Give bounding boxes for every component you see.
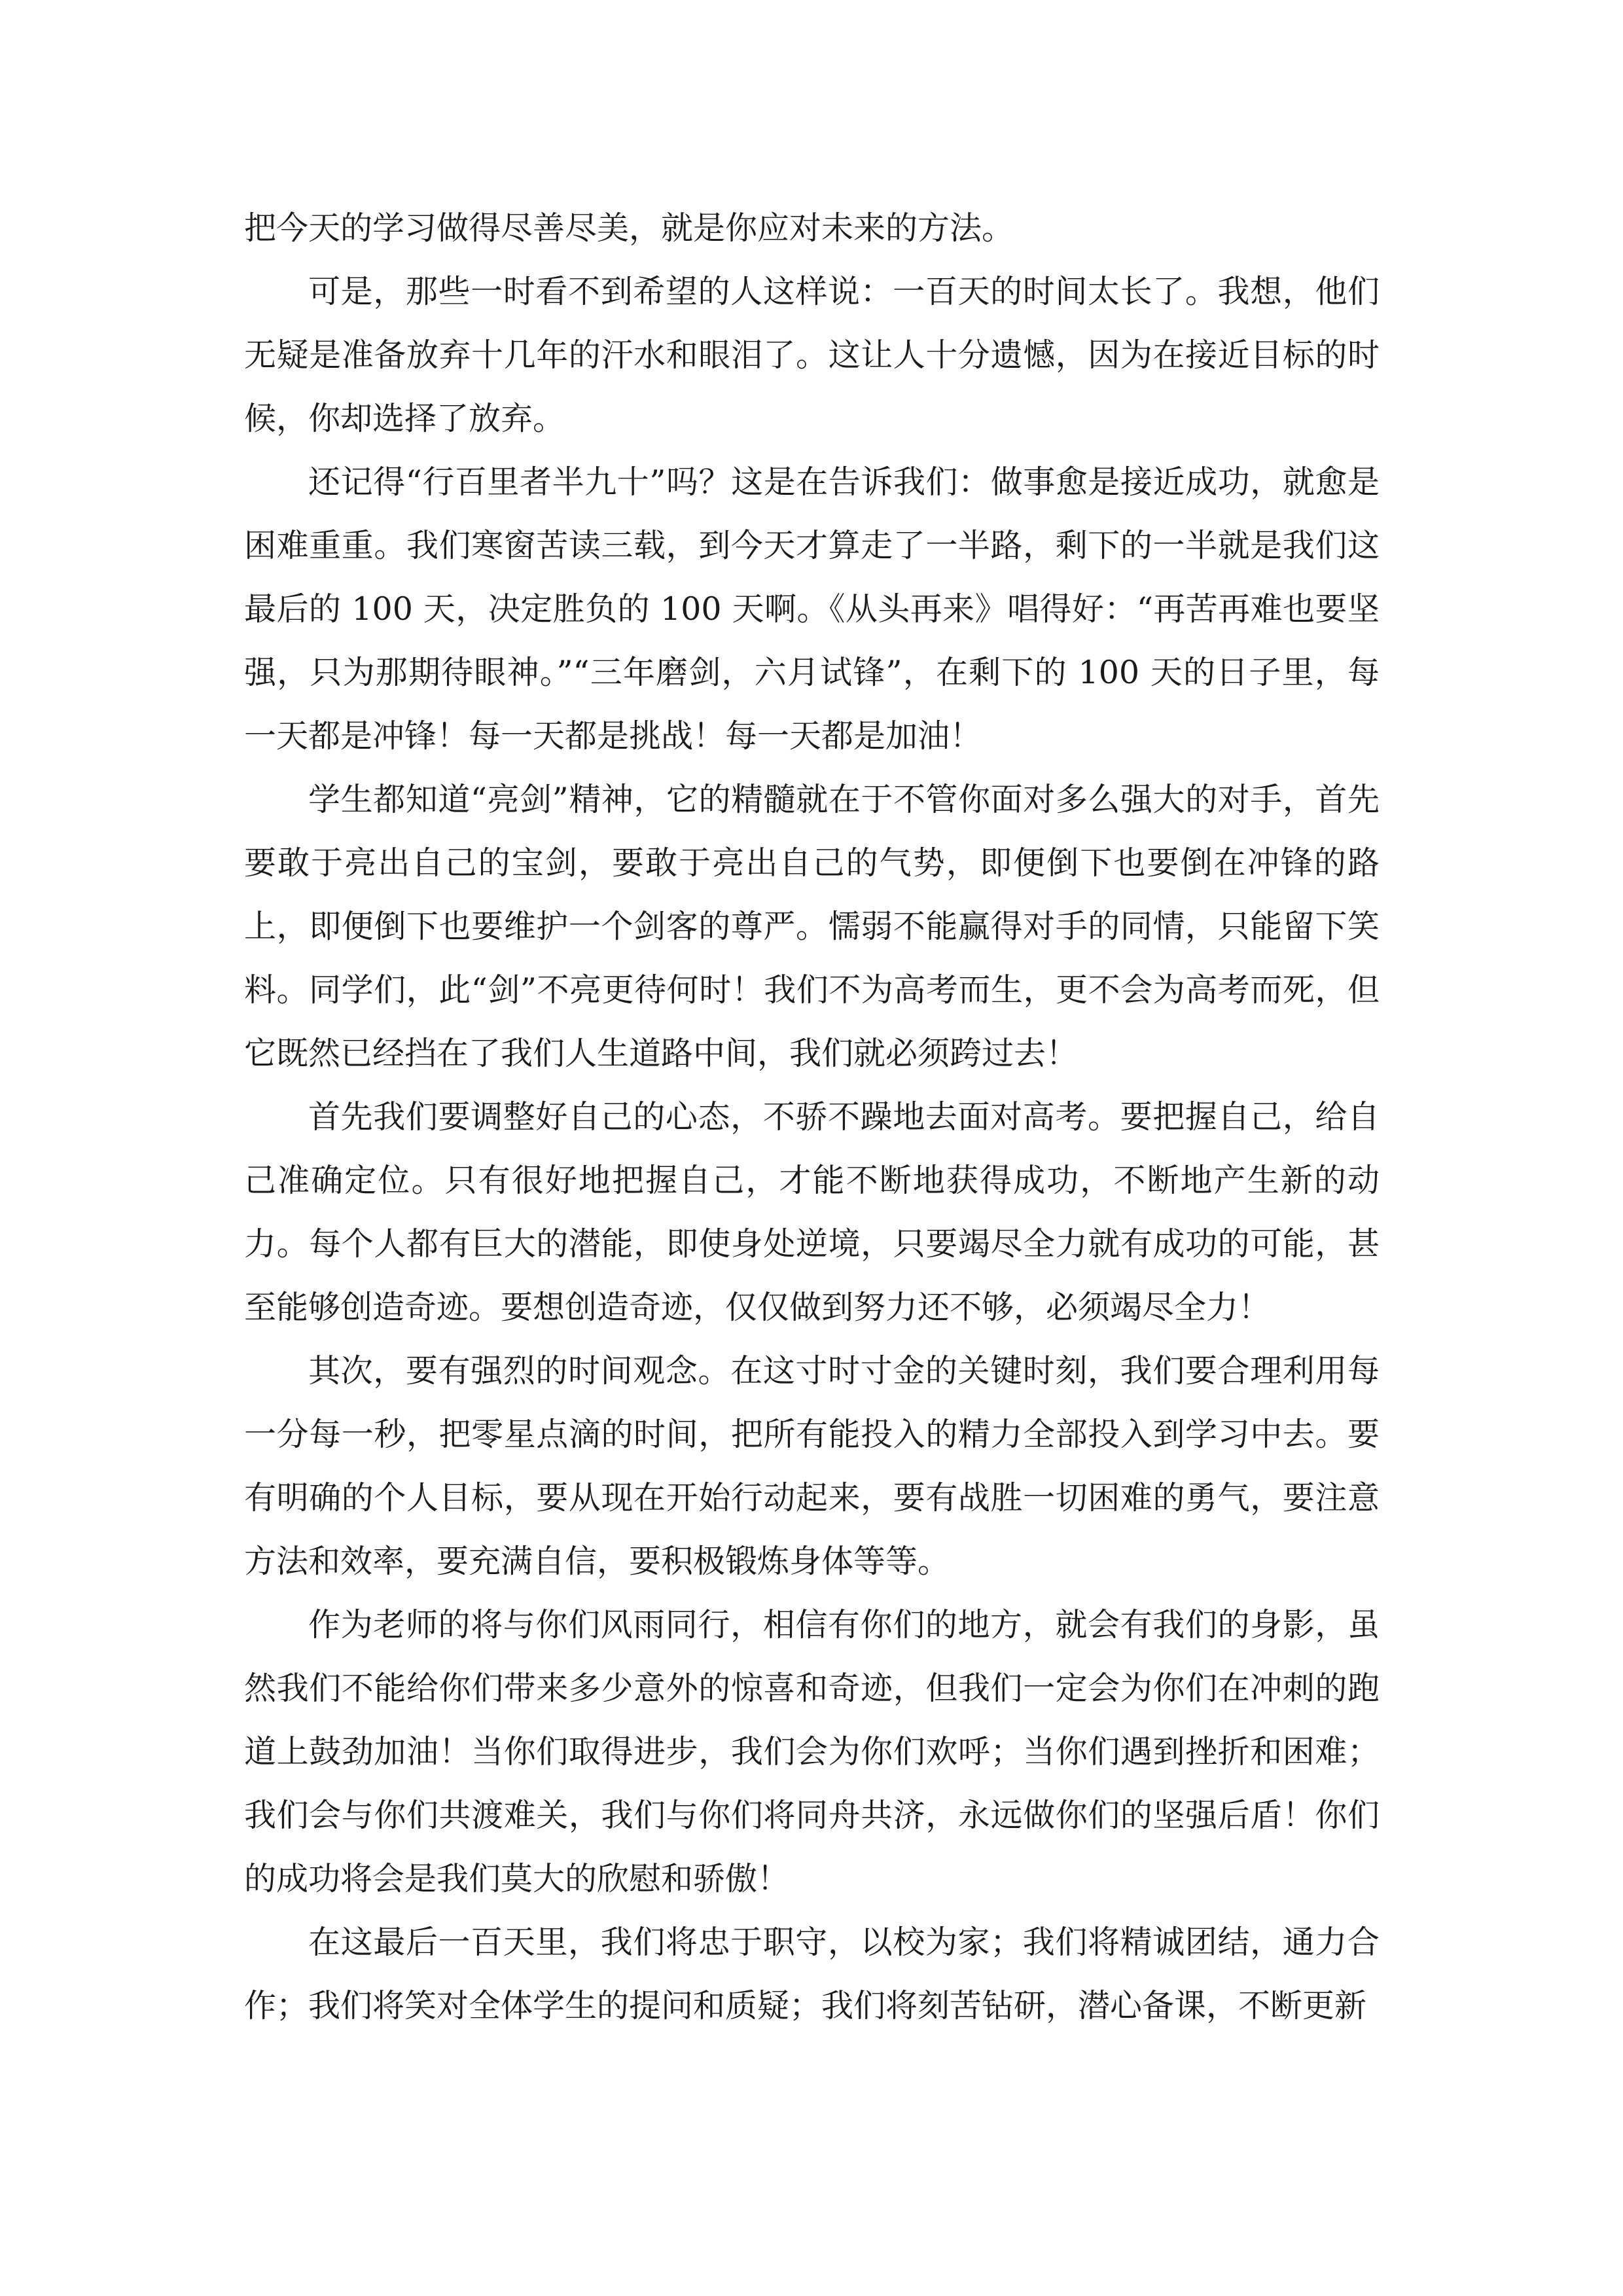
paragraph: 首先我们要调整好自己的心态，不骄不躁地去面对高考。要把握自己，给自己准确定位。只有很好地把握自己，才能不断地获得成功，不断地产生新的动力。每个人都有巨大的潜能，即使身处逆境，只要竭尽全力就有成功的可能，甚至能够创造奇迹。要想创造奇迹，仅仅做到努力还不够，必须竭尽全力！ <box>244 1098 1380 1326</box>
paragraph: 在这最后一百天里，我们将忠于职守，以校为家；我们将精诚团结，通力合作；我们将笑对全体学生的提问和质疑；我们将刻苦钻研，潜心备课，不断更新 <box>244 1924 1380 2024</box>
paragraph: 还记得“行百里者半九十”吗？这是在告诉我们：做事愈是接近成功，就愈是困难重重。我们寒窗苦读三载，到今天才算走了一半路，剩下的一半就是我们这最后的 100 天，决定胜负的 100 天啊。《从头再来》唱得好：“再苦再难也要坚强，只为那期待眼神。”“三年磨剑，六月试锋”，在剩下的 100 天的日子里，每一天都是冲锋！每一天都是挑战！每一天都是加油！ <box>244 463 1380 755</box>
paragraph: 其次，要有强烈的时间观念。在这寸时寸金的关键时刻，我们要合理利用每一分每一秒，把零星点滴的时间，把所有能投入的精力全部投入到学习中去。要有明确的个人目标，要从现在开始行动起来，要有战胜一切困难的勇气，要注意方法和效率，要充满自信，要积极锻炼身体等等。 <box>244 1352 1380 1580</box>
paragraph: 学生都知道“亮剑”精神，它的精髓就在于不管你面对多么强大的对手，首先要敢于亮出自己的宝剑，要敢于亮出自己的气势，即便倒下也要倒在冲锋的路上，即便倒下也要维护一个剑客的尊严。懦弱不能赢得对手的同情，只能留下笑料。同学们，此“剑”不亮更待何时！我们不为高考而生，更不会为高考而死，但它既然已经挡在了我们人生道路中间，我们就必须跨过去！ <box>244 781 1380 1072</box>
body-text <box>244 196 1380 2037</box>
paragraph: 可是，那些一时看不到希望的人这样说：一百天的时间太长了。我想，他们无疑是准备放弃十几年的汗水和眼泪了。这让人十分遗憾，因为在接近目标的时候，你却选择了放弃。 <box>244 273 1380 437</box>
paragraph-continuation: 把今天的学习做得尽善尽美，就是你应对未来的方法。 <box>244 209 1014 247</box>
paragraph: 作为老师的将与你们风雨同行，相信有你们的地方，就会有我们的身影，虽然我们不能给你们带来多少意外的惊喜和奇迹，但我们一定会为你们在冲刺的跑道上鼓劲加油！当你们取得进步，我们会为你们欢呼；当你们遇到挫折和困难；我们会与你们共渡难关，我们与你们将同舟共济，永远做你们的坚强后盾！你们的成功将会是我们莫大的欣慰和骄傲！ <box>244 1606 1380 1897</box>
